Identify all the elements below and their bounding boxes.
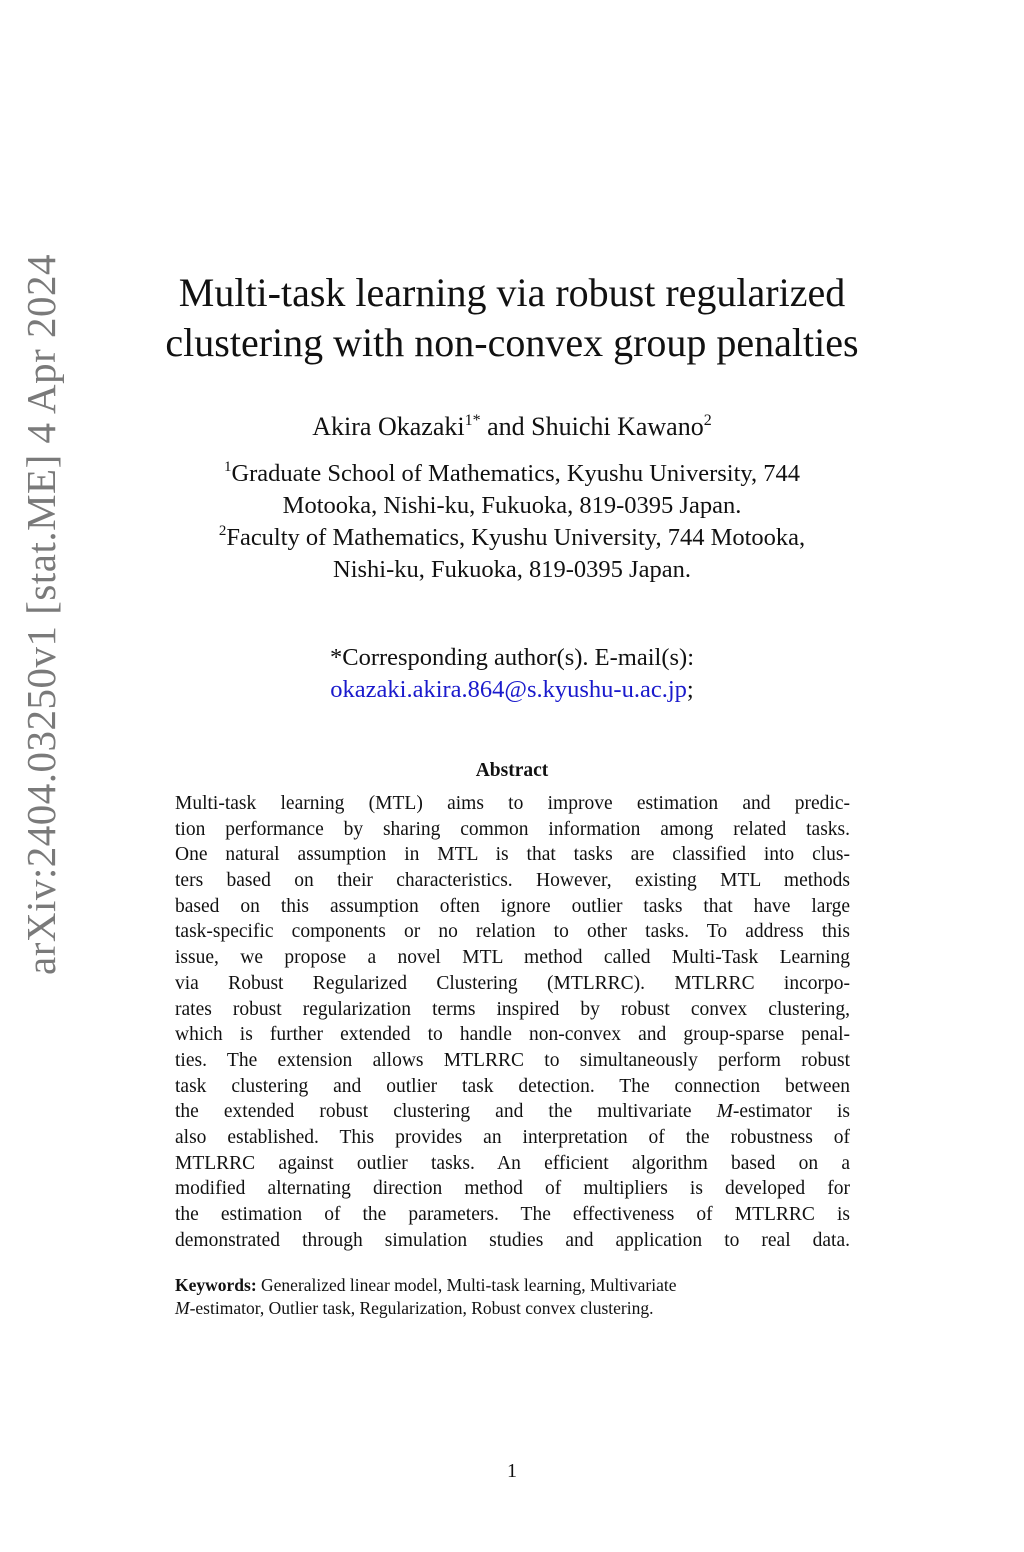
abstract-line: rates robust regularization terms inspired by robust convex clustering, — [175, 998, 850, 1020]
keywords-line-2 — [175, 1297, 850, 1320]
keywords-text-1: Generalized linear model, Multi-task learning, Multivariate — [261, 1275, 677, 1295]
abstract-line: One natural assumption in MTL is that tasks are classified into clus- — [175, 844, 850, 866]
abstract-line: which is further extended to handle non-convex and group-sparse penal- — [175, 1024, 850, 1046]
keywords-m-symbol: M — [175, 1298, 190, 1318]
author-conjunction: and — [487, 412, 525, 441]
abstract-line: MTLRRC against outlier tasks. An efficient algorithm based on a — [175, 1152, 850, 1174]
abstract-line: issue, we propose a novel MTL method called Multi-Task Learning — [175, 947, 850, 969]
affiliation-2-mark: 2 — [218, 523, 227, 539]
abstract-line: also established. This provides an interpretation of the robustness of — [175, 1126, 850, 1148]
affiliation-1-mark: 1 — [223, 459, 232, 475]
abstract-m-symbol: M — [716, 1101, 733, 1123]
abstract-line: based on this assumption often ignore outlier tasks that have large — [175, 895, 850, 917]
affiliations — [140, 458, 884, 586]
abstract-line: demonstrated through simulation studies and application to real data. — [175, 1229, 850, 1251]
title-line-2: clustering with non-convex group penalties — [165, 320, 859, 365]
correspondence-label: *Corresponding author(s). E-mail(s): — [329, 644, 695, 671]
abstract-line: modified alternating direction method of multipliers is developed for — [175, 1178, 850, 1200]
abstract-line: task-specific components or no relation to other tasks. To address this — [175, 921, 850, 943]
abstract-line: ties. The extension allows MTLRRC to simultaneously perform robust — [175, 1049, 850, 1071]
abstract-line: ters based on their characteristics. However, existing MTL methods — [175, 870, 850, 892]
correspondence-email-line — [140, 674, 884, 706]
author-2: Shuichi Kawano — [531, 412, 704, 441]
affiliation-2-line-2: Nishi-ku, Fukuoka, 819-0395 Japan. — [333, 556, 691, 583]
author-list — [140, 410, 884, 444]
abstract-body — [175, 791, 850, 1253]
author-2-mark: 2 — [703, 412, 712, 429]
affiliation-1-line-1 — [140, 458, 884, 490]
author-1: Akira Okazaki — [312, 412, 465, 441]
keywords-line-1 — [175, 1274, 850, 1297]
affiliation-1-text: Graduate School of Mathematics, Kyushu University, 744 — [231, 460, 801, 487]
keywords-label: Keywords: — [175, 1275, 257, 1295]
affiliation-2-line-1 — [140, 522, 884, 554]
abstract-line: via Robust Regularized Clustering (MTLRRC). MTLRRC incorpo- — [175, 972, 850, 994]
abstract-line: task clustering and outlier task detection. The connection between — [175, 1075, 850, 1097]
abstract-line: tion performance by sharing common information among related tasks. — [175, 818, 850, 840]
affiliation-1-line-2: Motooka, Nishi-ku, Fukuoka, 819-0395 Japan. — [282, 492, 742, 519]
affiliation-2-text: Faculty of Mathematics, Kyushu University, 744 Motooka, — [226, 524, 806, 551]
arxiv-identifier-stamp: arXiv:2404.03250v1 [stat.ME] 4 Apr 2024 — [18, 254, 64, 975]
abstract-line: the estimation of the parameters. The effectiveness of MTLRRC is — [175, 1204, 850, 1225]
abstract-heading: Abstract — [475, 760, 549, 781]
keywords-block — [175, 1274, 850, 1320]
page-number: 1 — [507, 1460, 517, 1482]
abstract-line: Multi-task learning (MTL) aims to improve estimation and predic- — [175, 793, 850, 814]
paper-title — [140, 268, 884, 368]
title-line-1: Multi-task learning via robust regularized — [178, 270, 846, 315]
abstract-line: the extended robust clustering and the multivariate M-estimator is — [175, 1101, 850, 1123]
email-link[interactable]: okazaki.akira.864@s.kyushu-u.ac.jp — [330, 676, 687, 703]
keywords-text-2: -estimator, Outlier task, Regularization, Robust convex clustering. — [189, 1298, 654, 1318]
correspondence — [140, 642, 884, 706]
author-1-mark: 1* — [464, 412, 481, 429]
email-trailing: ; — [686, 676, 694, 703]
